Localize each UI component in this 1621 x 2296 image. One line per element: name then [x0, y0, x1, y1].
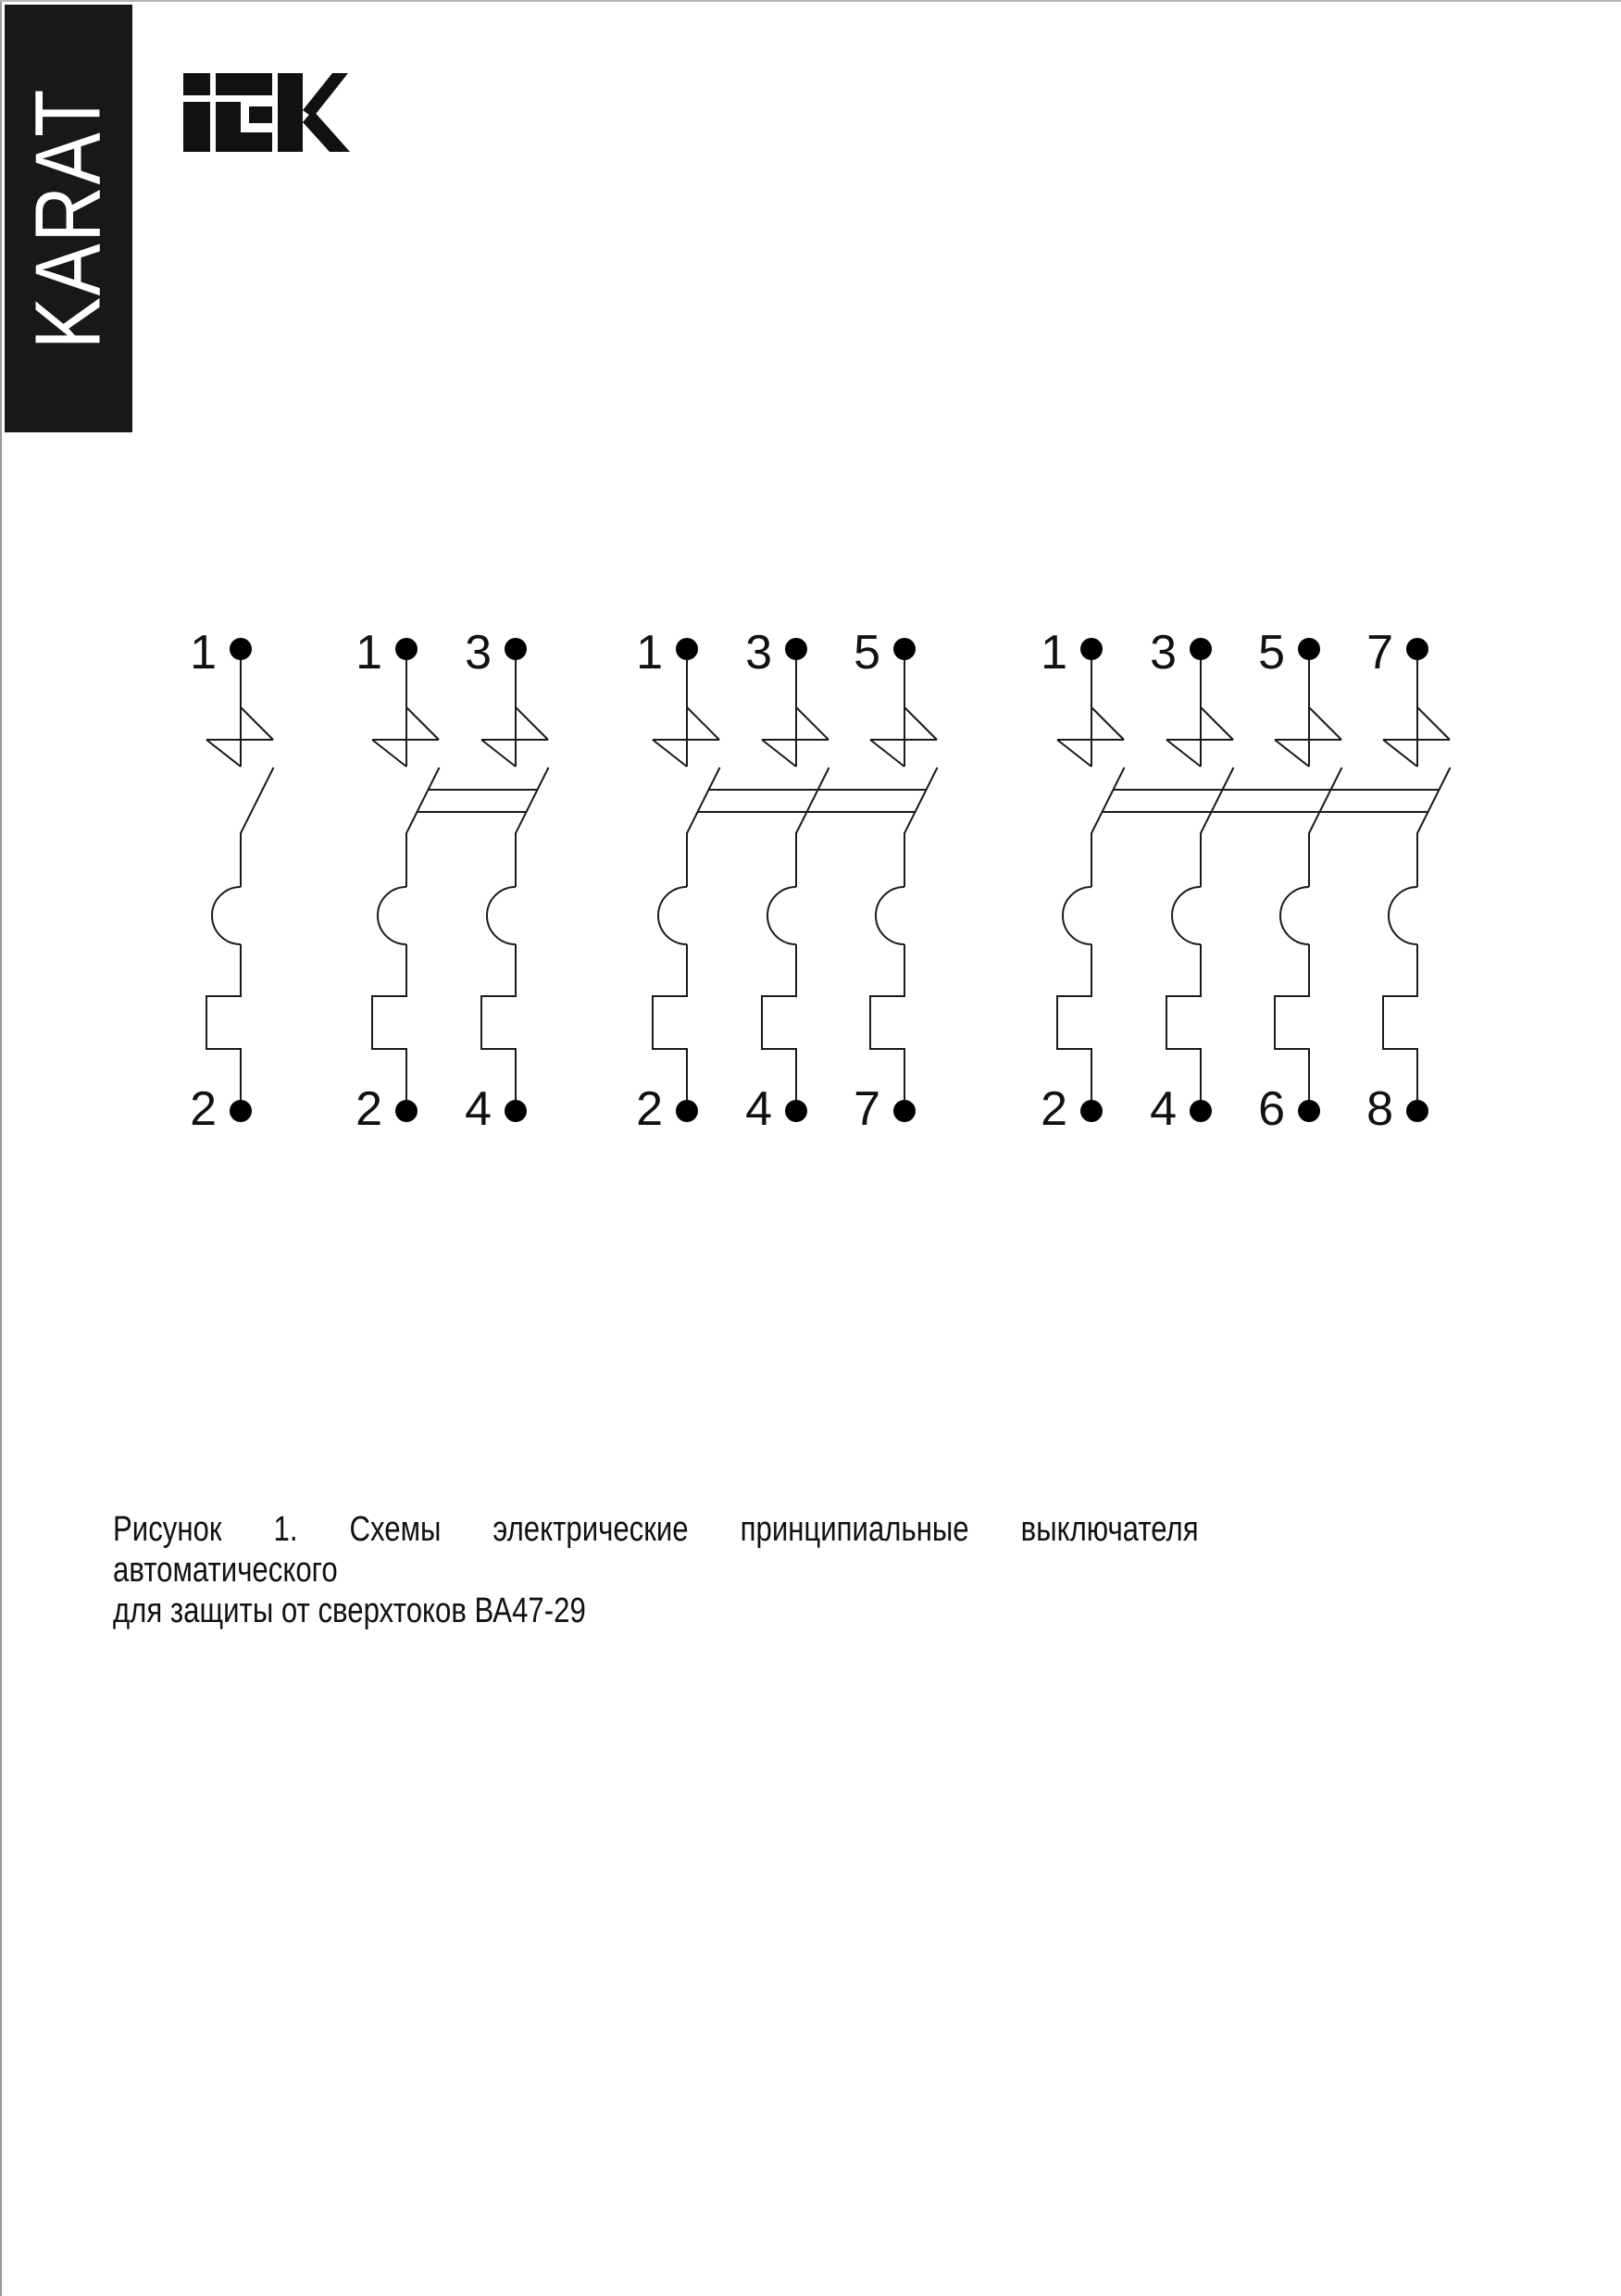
- terminal-dot-top: [395, 638, 418, 660]
- terminal-label-bottom: 4: [1150, 1082, 1177, 1136]
- terminal-dot-top: [893, 638, 916, 660]
- circuit-line: [1417, 707, 1450, 740]
- terminal-label-top: 3: [745, 626, 772, 680]
- terminal-label-top: 7: [1366, 626, 1393, 680]
- circuit-line: [1309, 707, 1341, 740]
- terminal-label-top: 3: [465, 626, 492, 680]
- terminal-label-top: 3: [1150, 626, 1177, 680]
- circuit-line: [1091, 767, 1125, 887]
- circuit-line: [1417, 767, 1451, 887]
- circuit-line: [1166, 740, 1201, 767]
- pole: [190, 626, 273, 1136]
- terminal-dot-bottom: [1080, 1100, 1103, 1122]
- terminal-dot-bottom: [893, 1100, 916, 1122]
- circuit-line: [1201, 767, 1234, 887]
- circuit-line: [372, 740, 406, 767]
- terminal-dot-bottom: [1190, 1100, 1212, 1122]
- terminal-dot-top: [505, 638, 527, 660]
- circuit-line: [796, 767, 829, 887]
- diagram-1-pole: [190, 626, 273, 1136]
- diagram-4-pole: [1041, 626, 1450, 1136]
- pole: [1258, 626, 1341, 1136]
- circuit-line: [1280, 887, 1309, 944]
- pole: [745, 626, 829, 1136]
- circuit-line: [1383, 740, 1417, 767]
- diagram-2-pole: [355, 626, 548, 1136]
- terminal-dot-top: [1190, 638, 1212, 660]
- terminal-dot-bottom: [230, 1100, 252, 1122]
- iek-logo: [183, 73, 350, 153]
- circuit-line: [1389, 887, 1417, 944]
- terminal-label-bottom: 7: [854, 1082, 880, 1136]
- karat-banner: [5, 5, 132, 432]
- circuit-line: [904, 767, 938, 887]
- figure-caption: [113, 1509, 1199, 1631]
- circuit-line: [687, 707, 719, 740]
- terminal-dot-bottom: [1406, 1100, 1428, 1122]
- terminal-label-bottom: 2: [1041, 1082, 1067, 1136]
- circuit-line: [796, 707, 829, 740]
- terminal-label-top: 5: [1258, 626, 1285, 680]
- circuit-line: [1063, 887, 1091, 944]
- terminal-label-top: 1: [1041, 626, 1067, 680]
- pole: [465, 626, 548, 1136]
- pole: [1150, 626, 1233, 1136]
- terminal-label-bottom: 4: [465, 1082, 492, 1136]
- circuit-line: [876, 887, 904, 944]
- terminal-dot-top: [1080, 638, 1103, 660]
- circuit-line: [241, 707, 273, 740]
- circuit-line: [378, 887, 406, 944]
- scan-edge-top: [0, 0, 1621, 2]
- circuit-line: [762, 740, 796, 767]
- circuit-line: [767, 887, 796, 944]
- terminal-dot-top: [1406, 638, 1428, 660]
- terminal-dot-bottom: [1298, 1100, 1320, 1122]
- circuit-line: [481, 740, 516, 767]
- terminal-label-bottom: 4: [745, 1082, 772, 1136]
- terminal-label-top: 1: [355, 626, 382, 680]
- terminal-label-bottom: 2: [190, 1082, 217, 1136]
- terminal-dot-bottom: [505, 1100, 527, 1122]
- terminal-label-bottom: 8: [1366, 1082, 1393, 1136]
- circuit-line: [904, 707, 937, 740]
- circuit-line: [1091, 707, 1124, 740]
- circuit-line: [1309, 767, 1342, 887]
- circuit-line: [406, 707, 439, 740]
- terminal-label-top: 1: [636, 626, 663, 680]
- terminal-dot-top: [676, 638, 698, 660]
- pole: [854, 626, 937, 1136]
- terminal-label-bottom: 2: [355, 1082, 382, 1136]
- circuit-line: [1201, 707, 1233, 740]
- circuit-line: [206, 740, 241, 767]
- terminal-dot-top: [785, 638, 807, 660]
- circuit-line: [1275, 740, 1309, 767]
- figure-caption-line2: для защиты от сверхтоков ВА47-29: [113, 1591, 586, 1630]
- circuit-line: [212, 887, 241, 944]
- karat-banner-text: KARAT: [16, 87, 120, 350]
- circuit-line: [241, 767, 274, 887]
- circuit-line: [487, 887, 516, 944]
- schematic-figure: [0, 593, 1621, 1185]
- terminal-dot-top: [1298, 638, 1320, 660]
- circuit-line: [406, 767, 440, 887]
- figure-caption-line1: Рисунок 1. Схемы электрические принципиальные выключателя автоматического: [113, 1510, 1199, 1590]
- pole: [355, 626, 439, 1136]
- terminal-dot-bottom: [785, 1100, 807, 1122]
- circuit-line: [870, 740, 904, 767]
- pole: [1366, 626, 1450, 1136]
- circuit-line: [1057, 740, 1091, 767]
- terminal-dot-top: [230, 638, 252, 660]
- circuit-line: [653, 740, 687, 767]
- terminal-dot-bottom: [395, 1100, 418, 1122]
- diagram-3-pole: [636, 626, 937, 1136]
- circuit-line: [516, 767, 549, 887]
- terminal-label-bottom: 2: [636, 1082, 663, 1136]
- circuit-line: [658, 887, 687, 944]
- terminal-label-top: 1: [190, 626, 217, 680]
- pole: [636, 626, 719, 1136]
- pole: [1041, 626, 1124, 1136]
- terminal-label-bottom: 6: [1258, 1082, 1285, 1136]
- circuit-line: [516, 707, 548, 740]
- terminal-label-top: 5: [854, 626, 880, 680]
- circuit-line: [1172, 887, 1201, 944]
- circuit-line: [687, 767, 720, 887]
- terminal-dot-bottom: [676, 1100, 698, 1122]
